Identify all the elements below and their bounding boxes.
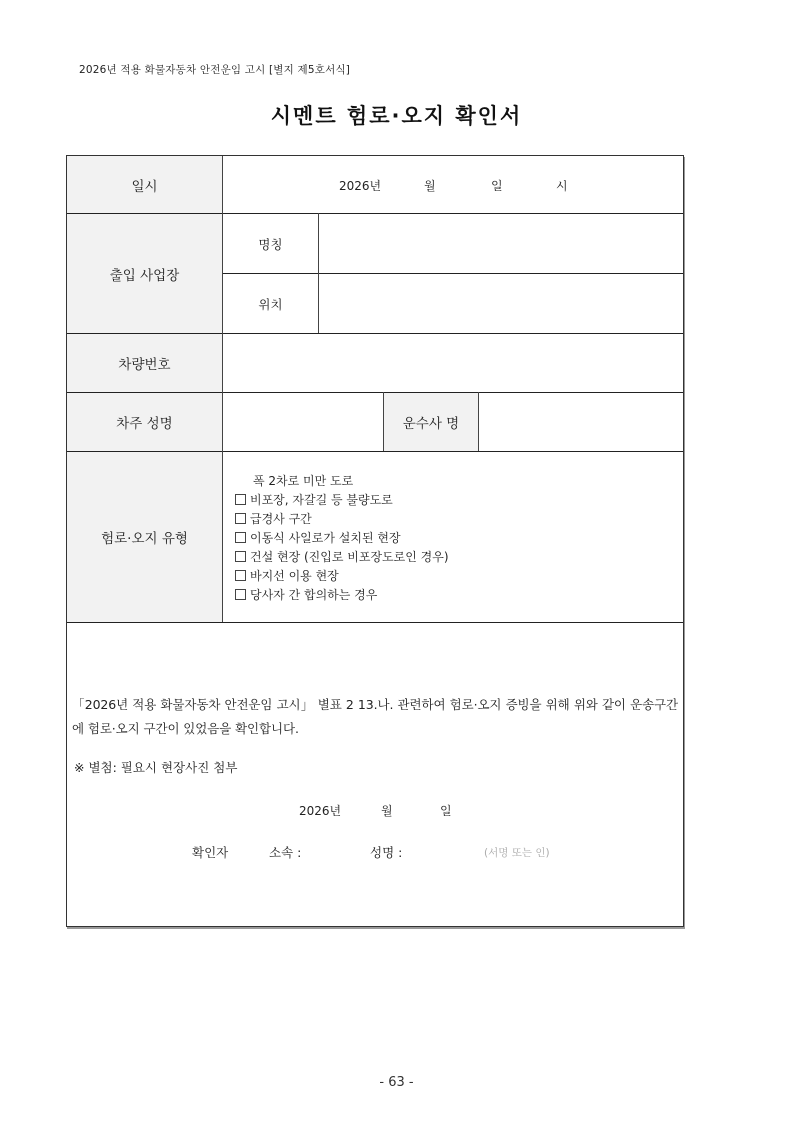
affiliation-label[interactable]: 소속 : [269, 845, 302, 860]
route-type-label-text: 험로·오지 유형 [101, 531, 188, 547]
datetime-year: 2026년 [339, 179, 382, 193]
site-name-label-text: 명칭 [258, 236, 283, 252]
form-border [66, 155, 684, 927]
owner-label-text: 차주 성명 [116, 416, 173, 432]
carrier-label-text: 운수사 명 [402, 416, 460, 432]
confirmation-month: 월 [381, 804, 393, 818]
page-number: - 63 - [379, 1075, 414, 1090]
confirmation-year: 2026년 [299, 804, 342, 818]
vehicle-label-text: 차량번호 [118, 357, 171, 373]
route-option-label: 바지선 이용 현장 [250, 569, 339, 583]
signer-label: 확인자 [192, 845, 229, 860]
site-location-label-text: 위치 [258, 296, 283, 312]
datetime-hour: 시 [556, 179, 568, 193]
route-option-label: 당사자 간 합의하는 경우 [250, 588, 378, 602]
route-option-label: 건설 현장 (진입로 비포장도로인 경우) [250, 550, 449, 564]
route-option-label: 비포장, 자갈길 등 불량도로 [250, 493, 393, 507]
attachment-note: ※ 별첨: 필요시 현장사진 첨부 [74, 760, 238, 775]
signer-name-label[interactable]: 성명 : [370, 845, 403, 860]
route-option-label: 이동식 사일로가 설치된 현장 [250, 531, 401, 545]
route-option-label: 급경사 구간 [250, 512, 312, 526]
route-type-intro: 폭 2차로 미만 도로 [253, 474, 354, 488]
datetime-month: 월 [424, 179, 436, 193]
datetime-label-text: 일시 [131, 178, 158, 195]
signature-hint[interactable]: (서명 또는 인) [484, 847, 550, 859]
confirmation-statement: 「2026년 적용 화물자동차 안전운임 고시」 별표 2 13.나. 관련하여 험로·오지 증빙을 위해 위와 같이 운송구간에 험로·오지 구간이 있었음을 확인합니다. [72, 697, 678, 736]
form-reference-note: 2026년 적용 화물자동차 안전운임 고시 [별지 제5호서식] [79, 64, 351, 76]
datetime-day: 일 [491, 179, 503, 193]
document-title: 시멘트 험로·오지 확인서 [270, 104, 523, 128]
site-label-text: 출입 사업장 [109, 267, 180, 284]
confirmation-day: 일 [440, 804, 452, 818]
